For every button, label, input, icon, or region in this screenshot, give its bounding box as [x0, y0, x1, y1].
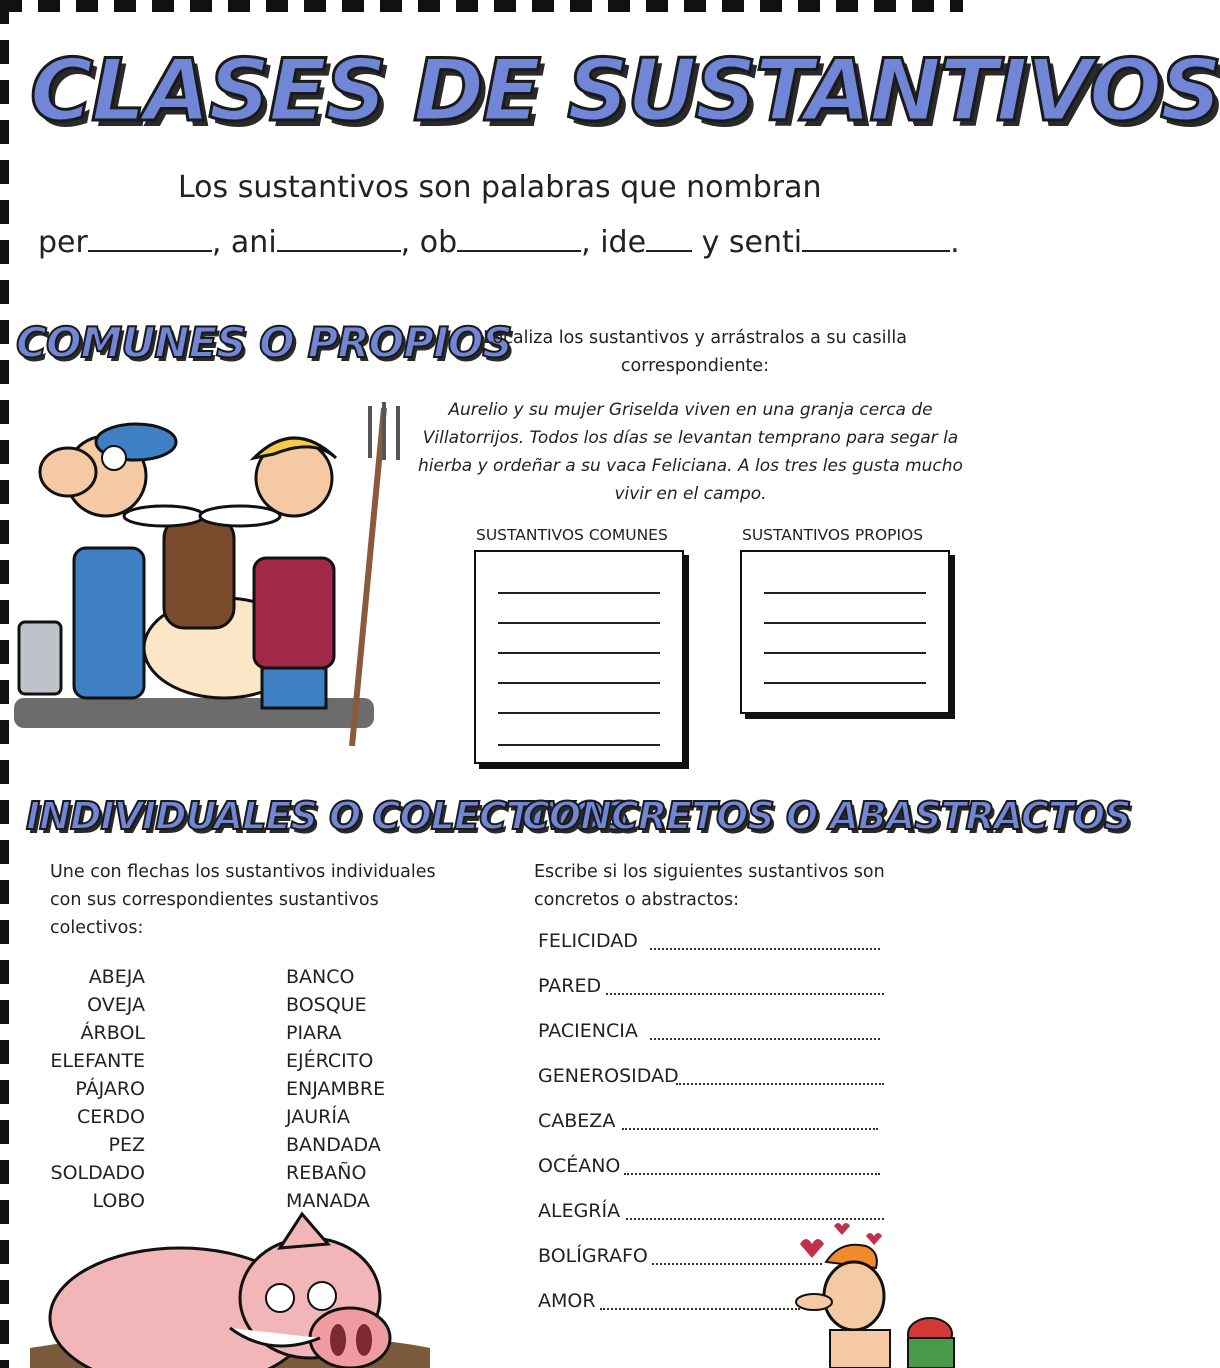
collective-word[interactable]: JAURÍA: [286, 1106, 350, 1128]
individual-word[interactable]: OVEJA: [87, 994, 145, 1016]
label-sustantivos-propios: SUSTANTIVOS PROPIOS: [742, 526, 924, 544]
collective-word[interactable]: REBAÑO: [286, 1162, 367, 1184]
individuales-instruction: Une con flechas los sustantivos individuales con sus correspondientes sustantivos colectivos:: [50, 862, 436, 938]
concrete-word: BOLÍGRAFO: [538, 1245, 648, 1267]
pig-illustration: [30, 1208, 430, 1368]
answer-line[interactable]: [622, 1128, 878, 1130]
drop-box-propios[interactable]: [740, 550, 950, 714]
answer-line[interactable]: [626, 1218, 884, 1220]
intro-part-ob: , ob: [400, 225, 458, 260]
individual-word[interactable]: ELEFANTE: [50, 1050, 145, 1072]
concrete-word: CABEZA: [538, 1110, 616, 1132]
collective-word[interactable]: BOSQUE: [286, 994, 367, 1016]
collective-word[interactable]: BANDADA: [286, 1134, 381, 1156]
intro-part-senti: y senti: [692, 225, 803, 260]
answer-line[interactable]: [606, 993, 884, 995]
comunes-instruction: Localiza los sustantivos y arrástralos a su casilla correspondiente:: [483, 328, 907, 376]
dashed-border-left: [0, 0, 9, 1368]
man-in-love-illustration: [790, 1222, 960, 1368]
section-title-individuales: INDIVIDUALES O COLECTIVOS: [26, 794, 630, 838]
answer-line[interactable]: [624, 1173, 880, 1175]
individual-word[interactable]: ÁRBOL: [80, 1022, 145, 1044]
blank-3[interactable]: [457, 224, 581, 252]
intro-part-end: .: [950, 225, 960, 260]
concrete-word: PACIENCIA: [538, 1020, 638, 1042]
collective-word[interactable]: EJÉRCITO: [286, 1050, 374, 1072]
intro-part-per: per: [38, 225, 88, 260]
intro-part-ani: , ani: [211, 225, 277, 260]
answer-line[interactable]: [650, 1038, 880, 1040]
answer-line[interactable]: [600, 1308, 800, 1310]
intro-line-1: Los sustantivos son palabras que nombran: [178, 170, 822, 205]
comunes-story: Aurelio y su mujer Griselda viven en una granja cerca de Villatorrijos. Todos los días se levantan temprano para segar la hierba y ordeñar a su vaca Feliciana. A los tres les gusta mucho vivir en el campo.: [418, 400, 963, 504]
blank-4[interactable]: [646, 224, 692, 252]
concrete-word: GENEROSIDAD: [538, 1065, 679, 1087]
section-title-comunes: COMUNES O PROPIOS: [16, 318, 512, 367]
concrete-word: AMOR: [538, 1290, 596, 1312]
answer-line[interactable]: [650, 948, 880, 950]
individual-word[interactable]: ABEJA: [88, 966, 145, 988]
individual-word[interactable]: LOBO: [92, 1190, 145, 1212]
section-title-concretos: CONCRETOS O ABASTRACTOS: [522, 794, 1131, 838]
intro-line-2: [38, 224, 960, 260]
individual-word[interactable]: PEZ: [108, 1134, 145, 1156]
collective-word[interactable]: MANADA: [286, 1190, 370, 1212]
dashed-border-top: [0, 0, 963, 12]
concretos-instruction: Escribe si los siguientes sustantivos son concretos o abstractos:: [534, 862, 885, 910]
answer-line[interactable]: [676, 1083, 884, 1085]
individual-word[interactable]: SOLDADO: [50, 1162, 145, 1184]
label-sustantivos-comunes: SUSTANTIVOS COMUNES: [476, 526, 668, 544]
individual-word[interactable]: CERDO: [76, 1106, 145, 1128]
drop-box-comunes[interactable]: [474, 550, 684, 764]
intro-part-ide: , ide: [581, 225, 647, 260]
individual-word[interactable]: PÁJARO: [75, 1078, 145, 1100]
concrete-word: OCÉANO: [538, 1155, 621, 1177]
concrete-word: FELICIDAD: [538, 930, 638, 952]
page-title: CLASES DE SUSTANTIVOS: [30, 41, 1220, 141]
blank-2[interactable]: [277, 224, 401, 252]
collective-word[interactable]: ENJAMBRE: [286, 1078, 386, 1100]
collective-word[interactable]: PIARA: [286, 1022, 342, 1044]
collective-word[interactable]: BANCO: [286, 966, 355, 988]
concrete-word: PARED: [538, 975, 602, 997]
concrete-word: ALEGRÍA: [538, 1200, 621, 1222]
blank-5[interactable]: [802, 224, 950, 252]
farmers-cow-illustration: [14, 398, 444, 750]
blank-1[interactable]: [88, 224, 212, 252]
